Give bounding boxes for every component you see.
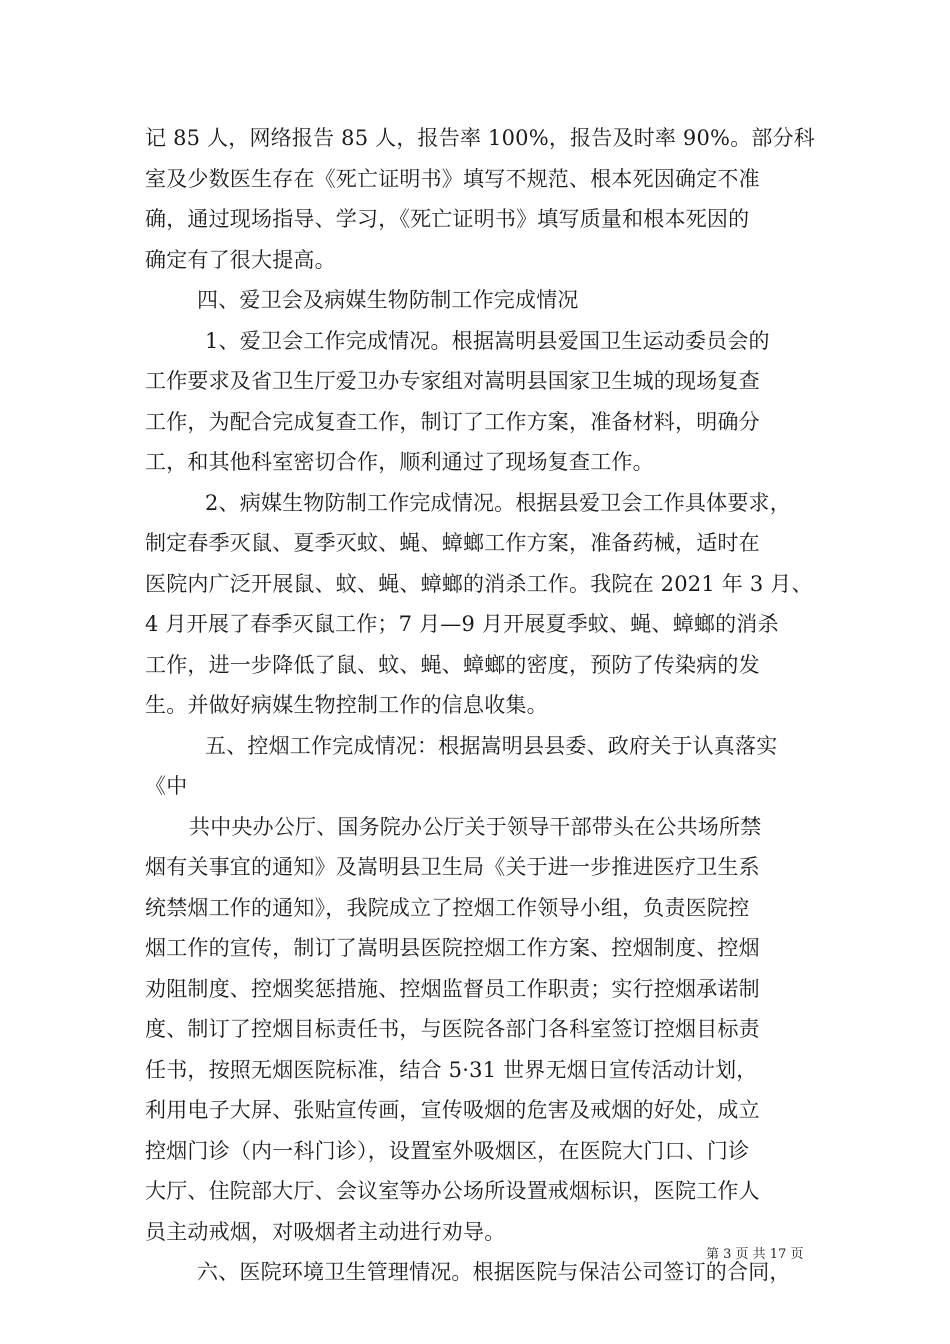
text-line: 控烟门诊（内一科门诊），设置室外吸烟区，在医院大门口、门诊 [145, 1138, 750, 1163]
text-line: 工作，为配合完成复查工作，制订了工作方案，准备材料，明确分 [145, 409, 760, 434]
paragraph-start: 2、病媒生物防制工作完成情况。根据县爱卫会工作具体要求， [205, 490, 791, 515]
text-line: 4 月开展了春季灭鼠工作；7 月—9 月开展夏季蚊、蝇、蟑螂的消杀 [145, 612, 779, 636]
text-line: 劝阻制度、控烟奖惩措施、控烟监督员工作职责；实行控烟承诺制 [145, 976, 760, 1001]
text-line: 室及少数医生存在《死亡证明书》填写不规范、根本死因确定不准 [145, 166, 760, 191]
text-line: 统禁烟工作的通知》，我院成立了控烟工作领导小组，负责医院控 [145, 895, 750, 920]
text-line: 大厅、住院部大厅、会议室等办公场所设置戒烟标识，医院工作人 [145, 1179, 760, 1203]
text-line: 确定有了很大提高。 [145, 247, 336, 272]
paragraph-start: 1、爱卫会工作完成情况。根据嵩明县爱国卫生运动委员会的 [205, 328, 770, 353]
text-line: 工作要求及省卫生厅爱卫办专家组对嵩明县国家卫生城的现场复查 [145, 369, 760, 393]
section-heading: 四、爱卫会及病媒生物防制工作完成情况 [197, 288, 579, 312]
text-line: 工作，进一步降低了鼠、蚊、蝇、蟑螂的密度，预防了传染病的发 [145, 652, 760, 677]
text-line: 记 85 人，网络报告 85 人，报告率 100%，报告及时率 90%。部分科 [145, 126, 816, 150]
text-line: 员主动戒烟，对吸烟者主动进行劝导。 [145, 1219, 506, 1244]
section-heading: 六、医院环境卫生管理情况。根据医院与保洁公司签订的合同， [197, 1260, 791, 1284]
text-line: 烟有关事宜的通知》及嵩明县卫生局《关于进一步推进医疗卫生系 [145, 855, 760, 879]
text-line: 烟工作的宣传，制订了嵩明县医院控烟工作方案、控烟制度、控烟 [145, 936, 760, 960]
text-line: 利用电子大屏、张贴宣传画，宣传吸烟的危害及戒烟的好处，成立 [145, 1098, 760, 1122]
text-line: 制定春季灭鼠、夏季灭蚊、蝇、蟑螂工作方案，准备药械，适时在 [145, 531, 760, 555]
paragraph-start: 共中央办公厅、国务院办公厅关于领导干部带头在公共场所禁 [189, 814, 762, 839]
text-line: 工，和其他科室密切合作，顺利通过了现场复查工作。 [145, 450, 654, 474]
section-heading: 五、控烟工作完成情况：根据嵩明县县委、政府关于认真落实 [205, 733, 778, 758]
text-line: 度、制订了控烟目标责任书，与医院各部门各科室签订控烟目标责 [145, 1017, 760, 1041]
text-line: 确，通过现场指导、学习，《死亡证明书》填写质量和根本死因的 [145, 207, 750, 231]
page-number-footer: 第 3 页 共 17 页 [706, 1247, 804, 1262]
text-line: 生。并做好病媒生物控制工作的信息收集。 [145, 693, 548, 717]
text-line: 任书，按照无烟医院标准，结合 5·31 世界无烟日宣传活动计划， [145, 1057, 758, 1082]
document-body [145, 118, 817, 1293]
text-line: 医院内广泛开展鼠、蚊、蝇、蟑螂的消杀工作。我院在 2021 年 3 月、 [145, 571, 813, 596]
text-line: 《中 [145, 774, 188, 798]
